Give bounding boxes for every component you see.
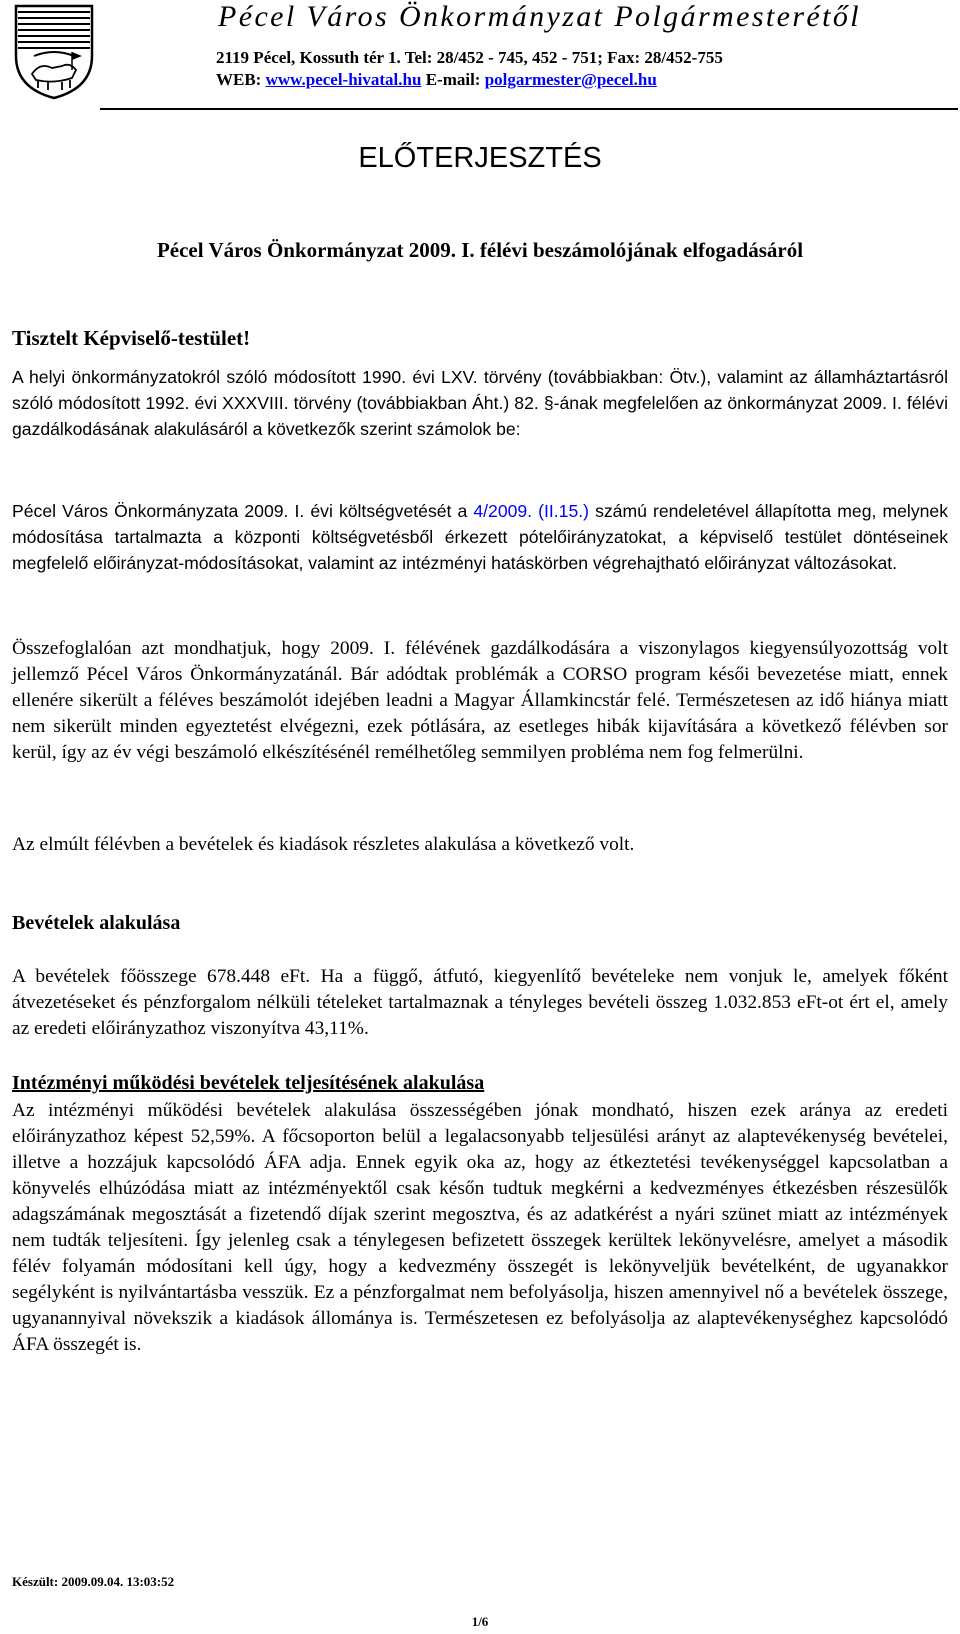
header-divider — [100, 108, 958, 110]
contact-line — [216, 70, 657, 90]
institutional-revenues-heading: Intézményi működési bevételek teljesítésének alakulása — [12, 1072, 485, 1094]
email-link[interactable]: polgarmester@pecel.hu — [484, 70, 657, 89]
budget-paragraph — [12, 498, 948, 576]
coat-of-arms-icon — [14, 4, 94, 100]
organization-title: Pécel Város Önkormányzat Polgármesterétől — [218, 0, 862, 33]
details-intro-paragraph: Az elmúlt félévben a bevételek és kiadások részletes alakulása a következő volt. — [12, 834, 635, 855]
greeting: Tisztelt Képviselő-testület! — [12, 326, 251, 350]
decree-reference: 4/2009. (II.15.) — [473, 501, 589, 521]
web-link[interactable]: www.pecel-hivatal.hu — [265, 70, 422, 89]
created-timestamp: Készült: 2009.09.04. 13:03:52 — [12, 1574, 175, 1589]
summary-paragraph: Összefoglalóan azt mondhatjuk, hogy 2009. I. félévének gazdálkodására a viszonylagos kiegyensúlyozottság volt jellemző Pécel Város Önkormányzatánál. Bár adódtak problémák a CORSO program késői bevezetése miatt, ennek ellenére sikerült a féléves beszámolót idejében leadni a Magyar Államkincstár felé. Természetesen az idő hiánya miatt nem sikerült minden egyeztetést elvégezni, ezek pótlására, az esetleges hibák kijavítására a következő félévben sor kerül, így az év végi beszámoló elkészítésénél remélhetőleg semmilyen probléma nem fog felmerülni. — [12, 638, 948, 763]
revenues-paragraph: A bevételek főösszege 678.448 eFt. Ha a függő, átfutó, kiegyenlítő bevételeke nem vonjuk le, amelyek főként átvezetéseket és pénzforgalom nélküli tételeket tartalmaznak a tényleges bevételi összeg 1.032.853 eFt-ot ért el, amely az eredeti előirányzathoz viszonyítva 43,11%. — [12, 966, 948, 1039]
document-title: ELŐTERJESZTÉS — [358, 142, 602, 174]
intro-paragraph: A helyi önkormányzatokról szóló módosított 1990. évi LXV. törvény (továbbiakban: Ötv.), valamint az államháztartásról szóló módosított 1992. évi XXXVIII. törvény (továbbiakban Áht.) 82. §-ának megfelelően az önkormányzat 2009. I. félévi gazdálkodásának alakulásáról a következők szerint számolok be: — [12, 367, 948, 439]
email-label: E-mail: — [425, 70, 481, 89]
revenues-heading: Bevételek alakulása — [12, 912, 181, 934]
page-number: 1/6 — [471, 1614, 489, 1629]
budget-paragraph-end: számú rendeletével állapította meg, melynek módosítása tartalmazta a központi költségvetésből érkezett pótelőirányzatokat, a képviselő testület döntéseinek megfelelő előirányzat-módosításokat, valamint az intézményi hatáskörben végrehajtható előirányzat változásokat. — [12, 501, 948, 573]
document-subtitle: Pécel Város Önkormányzat 2009. I. félévi beszámolójának elfogadásáról — [156, 238, 804, 262]
institutional-revenues-paragraph: Az intézményi működési bevételek alakulása összességében jónak mondható, hiszen ezek aránya az eredeti előirányzathoz képest 52,59%. A főcsoporton belül a legalacsonyabb teljesülési arányt az alaptevékenység bevételei, illetve a hozzájuk kapcsolódó ÁFA adja. Ennek egyik oka az, hogy az étkeztetési tevékenységgel kapcsolatban a könyvelés elhúzódása miatt az intézményektől csak későn tudtuk megkérni a kedvezményes étkezésben részesülők adagszámának megosztását a fizetendő díjak szerint megosztva, és az adatkérést a nyári szünet miatt az intézmények nem tudták teljesíteni. Így jelenleg csak a ténylegesen befizetett összegek kerültek lekönyvelésre, amelyet a második félév folyamán módosítani kell úgy, hogy a kedvezmény összegét is lekönyveljük bevételként, de ugyanakkor segélyként is nyilvántartásba vesszük. Ez a pénzforgalmat nem befolyásolja, hiszen amennyivel nő a bevételek összege, ugyanannyival növekszik a kiadások állománya is. Természetesen ez befolyásolja az alaptevékenységhez kapcsolódó ÁFA összegét is. — [12, 1100, 948, 1355]
address-line: 2119 Pécel, Kossuth tér 1. Tel: 28/452 - 745, 452 - 751; Fax: 28/452-755 — [216, 48, 723, 67]
budget-paragraph-start: Pécel Város Önkormányzata 2009. I. évi költségvetését a — [12, 501, 474, 521]
web-label: WEB: — [216, 70, 262, 89]
